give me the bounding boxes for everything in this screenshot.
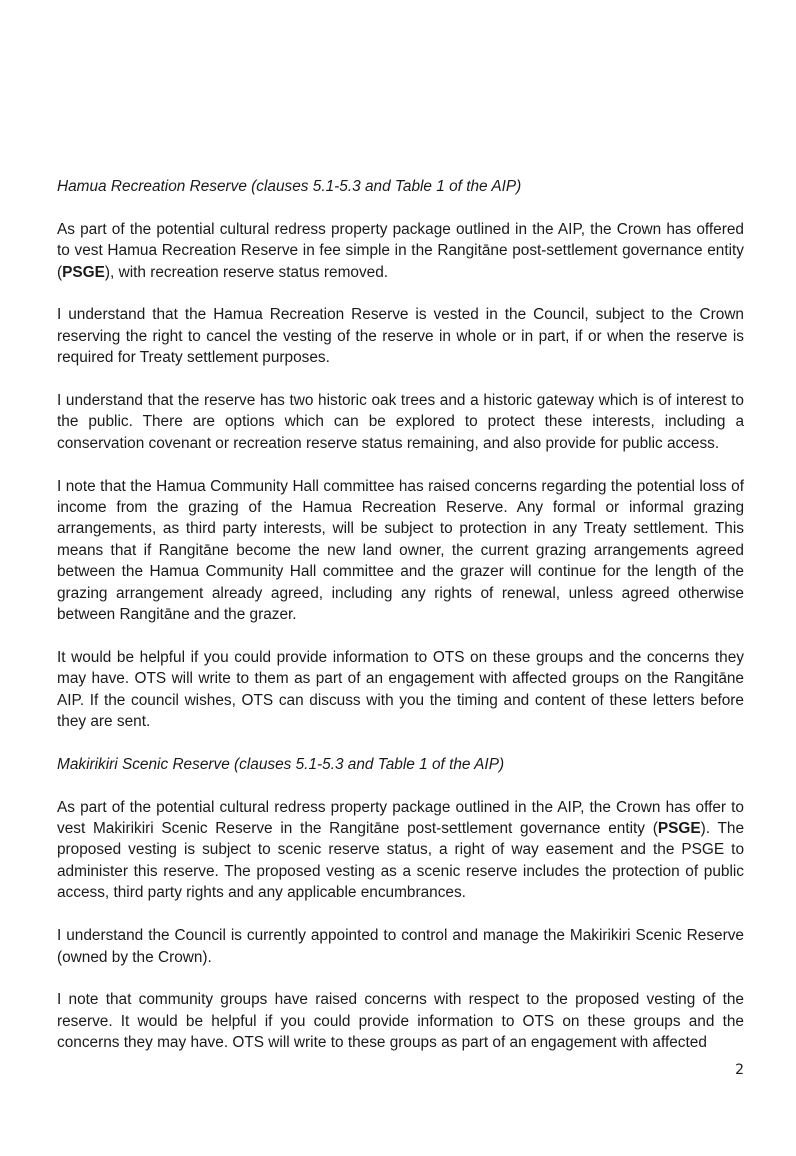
- paragraph-hamua-vesting: I understand that the Hamua Recreation Reserve is vested in the Council, subject to the Crown reserving the right to cancel the vesting of the reserve in whole or in part, if or when the reserve is required for Treaty settlement purposes.: [57, 306, 744, 367]
- psge-abbreviation: PSGE: [62, 263, 105, 281]
- paragraph-hamua-offer: [57, 219, 744, 283]
- paragraph-text: As part of the potential cultural redress property package outlined in the AIP, the Crown has offer to vest Makirikiri Scenic Reserve in the Rangitāne post-settlement governance entity (: [57, 798, 744, 838]
- paragraph-hamua-ots-engagement: It would be helpful if you could provide information to OTS on these groups and the concerns they may have. OTS will write to them as part of an engagement with affected groups on the Rangitāne AIP. If the council wishes, OTS can discuss with you the timing and content of these letters before they are sent.: [57, 648, 744, 731]
- page-number: 2: [735, 1062, 744, 1078]
- section-heading-makirikiri: Makirikiri Scenic Reserve (clauses 5.1-5.3 and Table 1 of the AIP): [57, 755, 505, 773]
- paragraph-makirikiri-council: I understand the Council is currently appointed to control and manage the Makirikiri Scenic Reserve (owned by the Crown).: [57, 927, 744, 966]
- paragraph-text: ), with recreation reserve status removed.: [104, 263, 389, 281]
- paragraph-text: As part of the potential cultural redress property package outlined in the AIP, the Crown has offered to vest Hamua Recreation Reserve in fee simple in the Rangitāne post-settlement governance entity (: [57, 220, 744, 281]
- paragraph-text: ). The proposed vesting is subject to scenic reserve status, a right of way easement and the PSGE to administer this reserve. The proposed vesting as a scenic reserve includes the protection of public access, third party rights and any applicable encumbrances.: [57, 820, 744, 902]
- section-heading-hamua: Hamua Recreation Reserve (clauses 5.1-5.3 and Table 1 of the AIP): [57, 178, 522, 195]
- paragraph-makirikiri-concerns: I note that community groups have raised concerns with respect to the proposed vesting of the reserve. It would be helpful if you could provide information to OTS on these groups and the concerns they may have. OTS will write to these groups as part of an engagement with affected: [57, 991, 744, 1052]
- paragraph-hamua-oak-trees: I understand that the reserve has two historic oak trees and a historic gateway which is of interest to the public. There are options which can be explored to protect these interests, including a conservation covenant or recreation reserve status remaining, and also provide for public access.: [57, 392, 744, 452]
- psge-abbreviation: PSGE: [657, 820, 701, 838]
- paragraph-hamua-grazing: I note that the Hamua Community Hall committee has raised concerns regarding the potential loss of income from the grazing of the Hamua Recreation Reserve. Any formal or informal grazing arrangements, as third party interests, will be subject to protection in any Treaty settlement. This means that if Rangitāne become the new land owner, the current grazing arrangements agreed between the Hamua Community Hall committee and the grazer will continue for the length of the grazing arrangement already agreed, including any rights of renewal, unless agreed otherwise between Rangitāne and the grazer.: [57, 477, 744, 624]
- paragraph-makirikiri-offer: [57, 797, 744, 904]
- document-body: [57, 176, 744, 1054]
